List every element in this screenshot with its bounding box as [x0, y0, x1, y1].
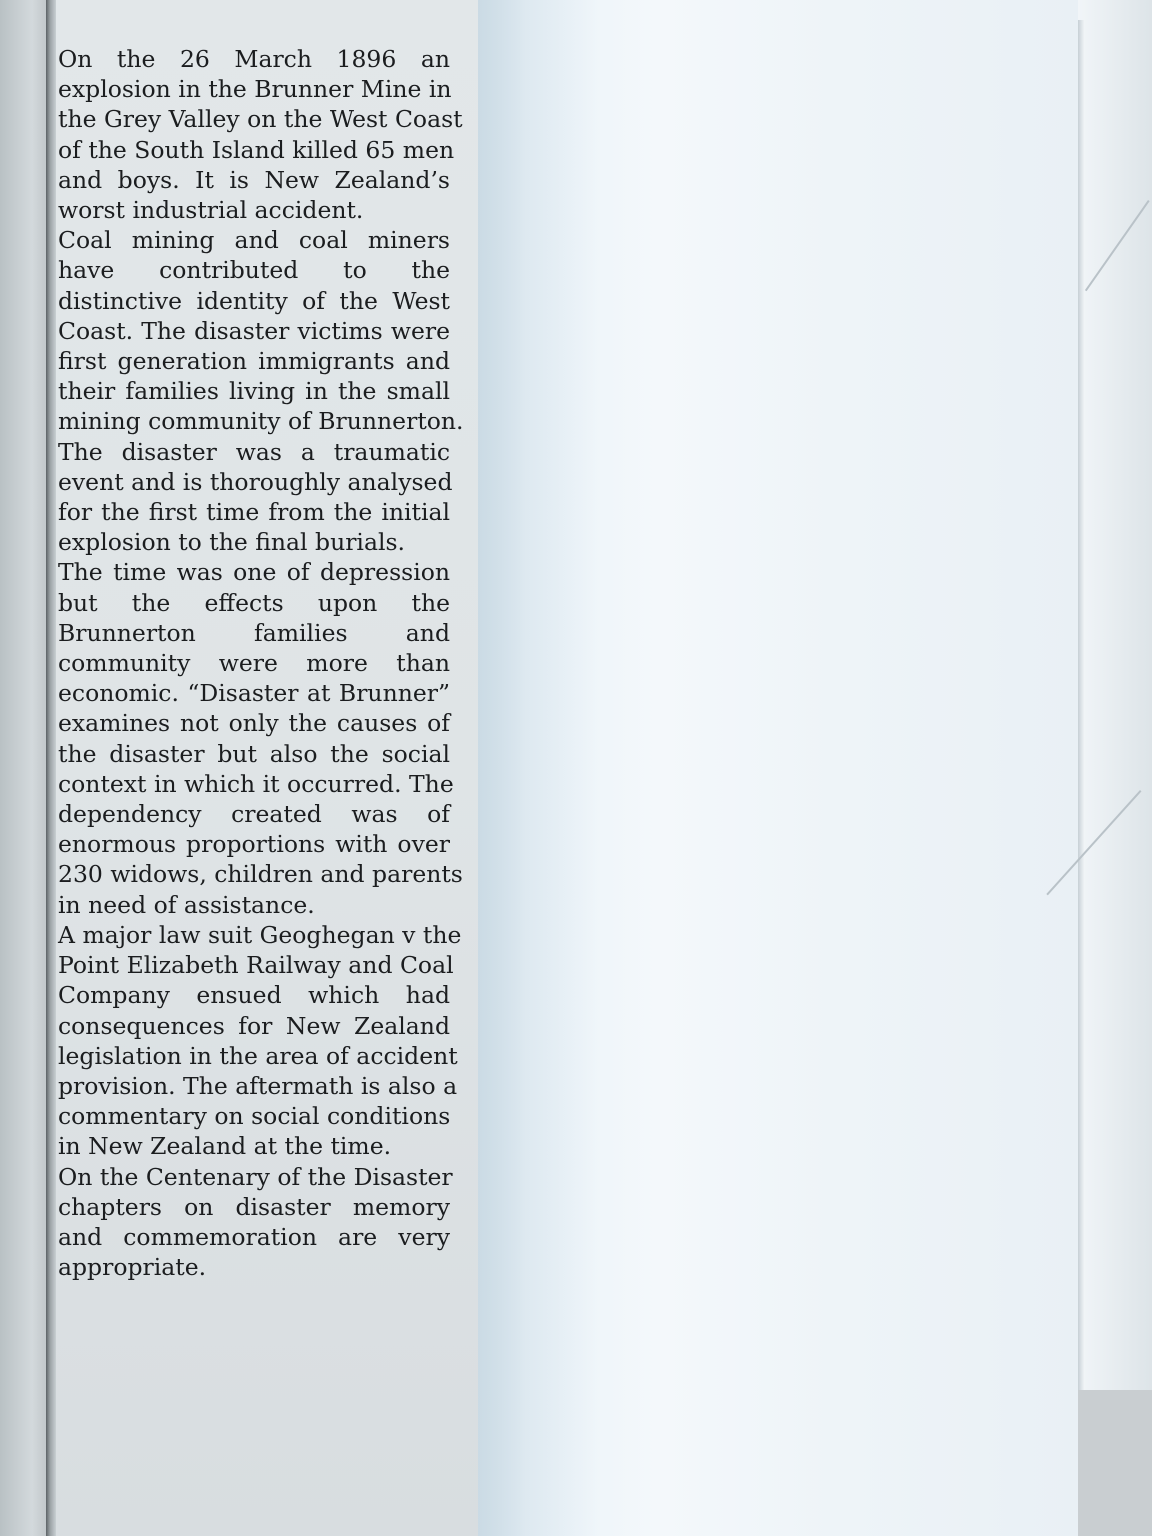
text-line: explosion in the Brunner Mine in: [58, 75, 452, 104]
text-line: but the effects upon the: [58, 588, 450, 617]
text-line: worst industrial accident.: [58, 196, 364, 225]
text-line: economic. “Disaster at Brunner”: [58, 679, 450, 708]
text-line: legislation in the area of accident: [58, 1041, 458, 1070]
sheet-shadow: [478, 0, 598, 1536]
text-line: Coast. The disaster victims were: [58, 316, 450, 345]
text-line: consequences for New Zealand: [58, 1011, 450, 1040]
text-line: dependency created was of: [58, 800, 450, 829]
text-line: mining community of Brunnerton.: [58, 407, 464, 436]
flap-blurb: [58, 44, 464, 1282]
blurb-paragraph: [58, 920, 462, 1162]
text-line: examines not only the causes of: [58, 709, 450, 738]
cover-edge-shadow: [46, 0, 56, 1536]
text-line: explosion to the final burials.: [58, 528, 406, 557]
text-line: first generation immigrants and: [58, 347, 450, 376]
text-line: their families living in the small: [58, 377, 450, 406]
text-line: of the South Island killed 65 men: [58, 135, 455, 164]
text-line: Company ensued which had: [58, 981, 450, 1010]
text-line: Coal mining and coal miners: [58, 226, 450, 255]
text-line: A major law suit Geoghegan v the: [58, 920, 462, 949]
text-line: enormous proportions with over: [58, 830, 450, 859]
text-line: in New Zealand at the time.: [58, 1132, 392, 1161]
blurb-paragraph: [58, 225, 464, 557]
text-line: Brunnerton families and: [58, 618, 450, 647]
text-line: event and is thoroughly analysed: [58, 467, 453, 496]
text-line: the Grey Valley on the West Coast: [58, 105, 463, 134]
text-line: and commemoration are very: [58, 1222, 450, 1251]
text-line: for the first time from the initial: [58, 498, 450, 527]
text-line: in need of assistance.: [58, 890, 315, 919]
text-line: the disaster but also the social: [58, 739, 450, 768]
page-edge: [1078, 20, 1084, 1400]
text-line: The time was one of depression: [58, 558, 450, 587]
text-line: Point Elizabeth Railway and Coal: [58, 951, 454, 980]
blurb-paragraph: [58, 44, 463, 225]
text-line: chapters on disaster memory: [58, 1192, 450, 1221]
text-line: provision. The aftermath is also a: [58, 1071, 458, 1100]
text-line: and boys. It is New Zealand’s: [58, 165, 450, 194]
text-line: distinctive identity of the West: [58, 286, 450, 315]
text-line: On the Centenary of the Disaster: [58, 1162, 453, 1191]
blurb-paragraph: [58, 1162, 453, 1283]
text-line: On the 26 March 1896 an: [58, 45, 450, 73]
text-line: have contributed to the: [58, 256, 450, 285]
cover-edge: [0, 0, 46, 1536]
text-line: commentary on social conditions: [58, 1102, 451, 1131]
text-line: 230 widows, children and parents: [58, 860, 463, 889]
text-line: community were more than: [58, 649, 450, 678]
text-line: context in which it occurred. The: [58, 769, 454, 798]
text-line: The disaster was a traumatic: [58, 437, 450, 466]
blurb-paragraph: [58, 557, 463, 919]
text-line: appropriate.: [58, 1253, 207, 1282]
